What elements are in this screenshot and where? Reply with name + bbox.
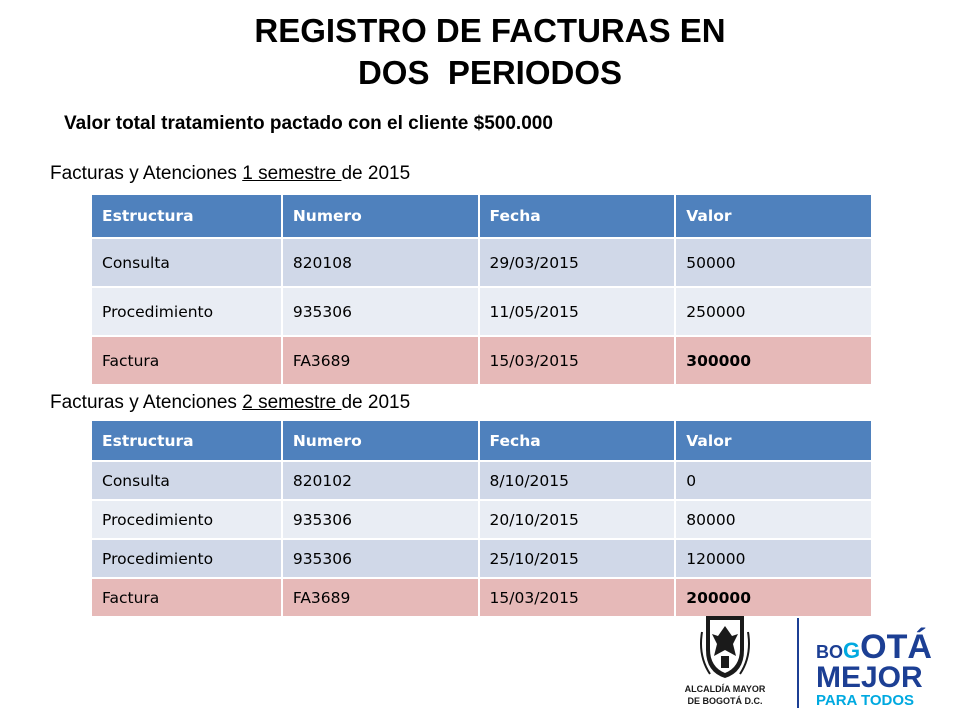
cell-valor: 50000 [675,238,872,287]
cell-estructura: Procedimiento [92,287,282,336]
cell-numero: 935306 [282,287,479,336]
subtitle: Valor total tratamiento pactado con el cliente $500.000 [64,113,553,134]
cell-fecha: 25/10/2015 [479,539,676,578]
section-2-underlined: 2 semestre [242,392,342,413]
cell-fecha: 11/05/2015 [479,287,676,336]
section-2-prefix: Facturas y Atenciones [50,392,243,413]
cell-valor: 250000 [675,287,872,336]
cell-numero: 935306 [282,539,479,578]
cell-fecha: 15/03/2015 [479,578,676,616]
alcaldia-line-1: ALCALDÍA MAYOR [684,684,766,694]
table-header-row [92,420,872,461]
header-fecha: Fecha [479,420,676,461]
para-todos-text: PARA TODOS [816,692,915,709]
cell-fecha: 8/10/2015 [479,461,676,500]
cell-estructura: Consulta [92,461,282,500]
header-valor: Valor [675,194,872,238]
cell-valor: 0 [675,461,872,500]
invoice-table-semester-2 [92,419,873,616]
table-row-factura [92,336,872,384]
mejor-text: MEJOR [816,661,923,694]
cell-estructura: Factura [92,578,282,616]
table-row [92,500,872,539]
table-header-row [92,194,872,238]
cell-numero: FA3689 [282,336,479,384]
cell-numero: FA3689 [282,578,479,616]
header-valor: Valor [675,420,872,461]
page-title [0,10,960,94]
section-1-underlined: 1 semestre [242,163,342,184]
coat-of-arms-icon [701,616,749,678]
bogota-part-2: G [843,638,861,663]
title-line-1: REGISTRO DE FACTURAS EN [254,12,726,49]
header-numero: Numero [282,420,479,461]
invoice-table-semester-1 [92,193,873,384]
bogota-logo [680,612,950,712]
alcaldia-line-2: DE BOGOTÁ D.C. [687,696,763,706]
cell-valor-total: 200000 [675,578,872,616]
table-row-factura [92,578,872,616]
cell-valor: 120000 [675,539,872,578]
header-estructura: Estructura [92,194,282,238]
cell-estructura: Procedimiento [92,539,282,578]
cell-valor: 80000 [675,500,872,539]
cell-estructura: Factura [92,336,282,384]
table-row [92,461,872,500]
header-fecha: Fecha [479,194,676,238]
table-row [92,238,872,287]
section-1-prefix: Facturas y Atenciones [50,163,243,184]
header-estructura: Estructura [92,420,282,461]
table-row [92,287,872,336]
cell-numero: 935306 [282,500,479,539]
cell-fecha: 15/03/2015 [479,336,676,384]
header-numero: Numero [282,194,479,238]
title-line-2: DOS PERIODOS [357,54,623,91]
cell-numero: 820108 [282,238,479,287]
cell-fecha: 29/03/2015 [479,238,676,287]
cell-numero: 820102 [282,461,479,500]
cell-estructura: Consulta [92,238,282,287]
table-row [92,539,872,578]
cell-estructura: Procedimiento [92,500,282,539]
bogota-part-1: BO [816,642,843,662]
section-2-heading [50,392,410,414]
section-2-suffix: de 2015 [341,392,411,413]
section-1-heading [50,163,410,185]
section-1-suffix: de 2015 [341,163,411,184]
bogota-part-3: OTÁ [860,628,932,666]
cell-fecha: 20/10/2015 [479,500,676,539]
cell-valor-total: 300000 [675,336,872,384]
